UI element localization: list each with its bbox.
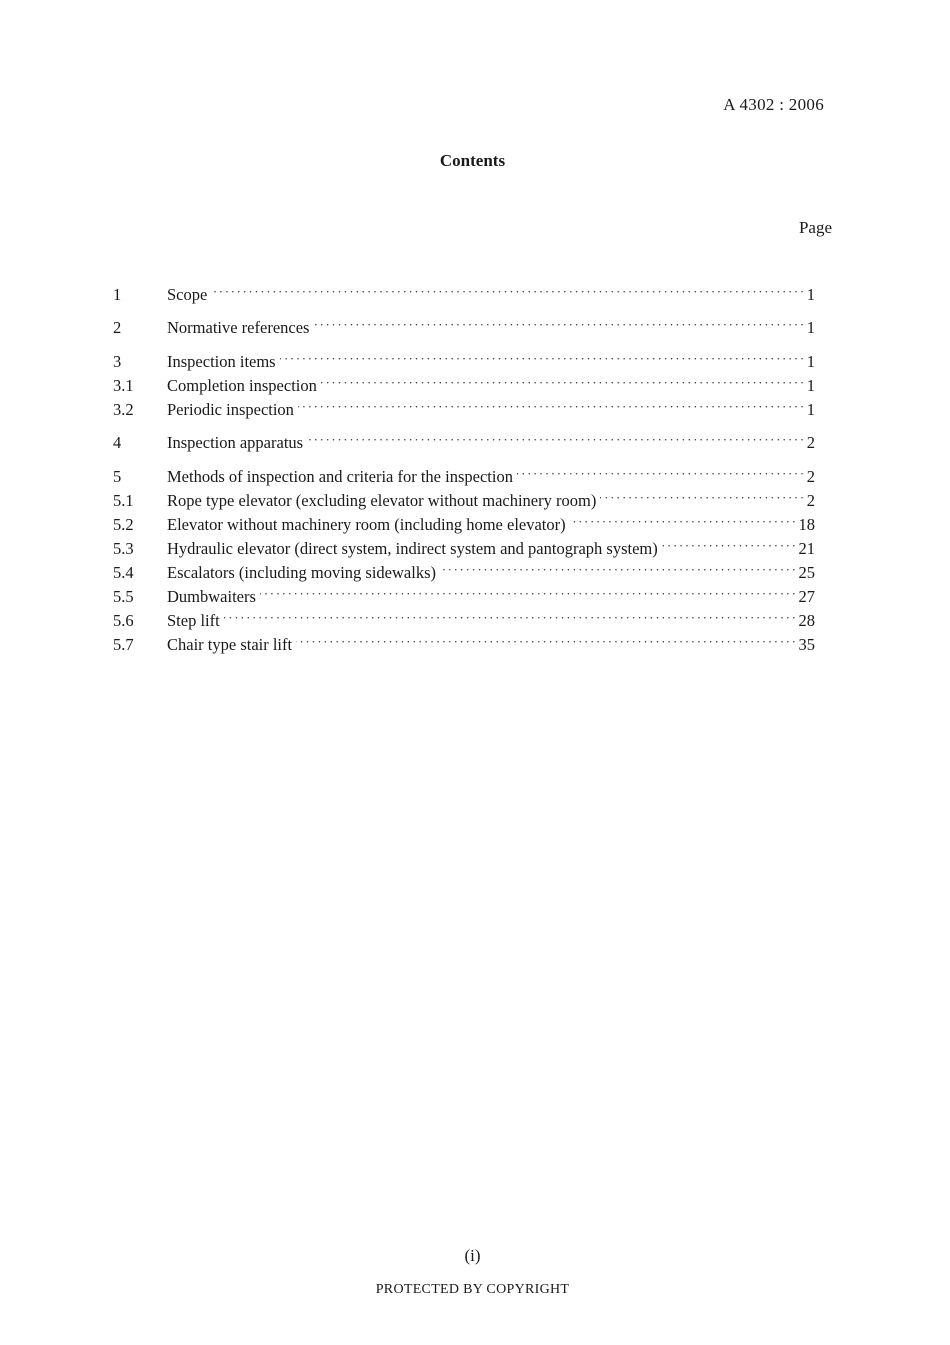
dot-leader: [313, 317, 805, 334]
toc-entry-5-4[interactable]: [113, 561, 815, 585]
toc-entry-4[interactable]: [113, 432, 815, 456]
toc-number: 5.2: [113, 514, 134, 534]
toc-page: 35: [798, 634, 815, 654]
toc-entry-3-1[interactable]: [113, 374, 815, 398]
footer-page-number: (i): [464, 1246, 481, 1265]
page-title: Contents: [439, 151, 506, 170]
toc-label: Dumbwaiters: [167, 586, 256, 606]
toc-entry-3-2[interactable]: [113, 398, 815, 422]
dot-leader: [570, 513, 798, 530]
toc-page: 2: [806, 466, 815, 486]
dot-leader: [211, 283, 805, 300]
toc-page: 25: [798, 562, 815, 582]
toc-entry-5-2[interactable]: [113, 513, 815, 537]
dot-leader: [280, 350, 806, 367]
toc-label: Elevator without machinery room (including home elevator): [167, 514, 566, 534]
toc-entry-5[interactable]: [113, 465, 815, 489]
dot-leader: [321, 374, 806, 391]
toc-number: 5.6: [113, 610, 134, 630]
document-id: A 4302 : 2006: [723, 95, 824, 114]
dot-leader: [296, 633, 797, 650]
toc-number: 5.7: [113, 634, 134, 654]
toc-number: 5: [113, 466, 122, 486]
toc-number: 3: [113, 351, 122, 371]
toc-number: 4: [113, 433, 122, 452]
toc-page: 1: [806, 351, 815, 371]
dot-leader: [224, 609, 798, 626]
dot-leader: [662, 537, 798, 554]
dot-leader: [517, 465, 806, 482]
toc-page: 2: [806, 490, 815, 510]
toc-page: 18: [798, 514, 815, 534]
toc-number: 5.4: [113, 562, 134, 582]
toc-label: Hydraulic elevator (direct system, indirect system and pantograph system): [167, 538, 658, 558]
toc-entry-5-7[interactable]: [113, 633, 815, 657]
toc-number: 3.1: [113, 375, 134, 395]
dot-leader: [260, 585, 798, 602]
toc-label: Normative references: [167, 318, 310, 337]
toc-number: 5.3: [113, 538, 134, 558]
dot-leader: [440, 561, 798, 578]
toc-entry-5-5[interactable]: [113, 585, 815, 609]
copyright-notice: PROTECTED BY COPYRIGHT: [375, 1282, 570, 1297]
toc-number: 3.2: [113, 399, 134, 419]
toc-page: 27: [798, 586, 815, 606]
toc-page: 21: [798, 538, 815, 558]
page-column-label: Page: [798, 218, 832, 237]
toc-number: 2: [113, 318, 122, 337]
toc-number: 5.5: [113, 586, 134, 606]
toc-label: Rope type elevator (excluding elevator without machinery room): [167, 490, 597, 510]
toc-label: Chair type stair lift: [167, 634, 293, 654]
toc-page: 1: [806, 318, 815, 337]
toc-label: Inspection items: [167, 351, 276, 371]
toc-entry-5-1[interactable]: [113, 489, 815, 513]
toc-entry-5-6[interactable]: [113, 609, 815, 633]
toc-page: 28: [798, 610, 815, 630]
toc-label: Inspection apparatus: [167, 433, 304, 452]
toc-label: Periodic inspection: [167, 399, 294, 419]
toc-number: 1: [113, 284, 122, 304]
toc-label: Methods of inspection and criteria for the inspection: [167, 466, 513, 486]
toc-page: 2: [806, 433, 815, 452]
toc-label: Completion inspection: [167, 375, 317, 395]
toc-entry-3[interactable]: [113, 350, 815, 374]
toc-label: Escalators (including moving sidewalks): [167, 562, 436, 582]
dot-leader: [600, 489, 805, 506]
table-of-contents: [113, 283, 815, 657]
toc-page: 1: [806, 399, 815, 419]
toc-number: 5.1: [113, 490, 134, 510]
toc-label: Step lift: [167, 610, 220, 630]
toc-entry-5-3[interactable]: [113, 537, 815, 561]
dot-leader: [298, 398, 806, 415]
toc-page: 1: [806, 284, 815, 304]
toc-entry-1[interactable]: [113, 283, 815, 307]
toc-page: 1: [806, 375, 815, 395]
toc-entry-2[interactable]: [113, 317, 815, 341]
toc-label: Scope: [167, 284, 208, 304]
dot-leader: [307, 432, 806, 449]
